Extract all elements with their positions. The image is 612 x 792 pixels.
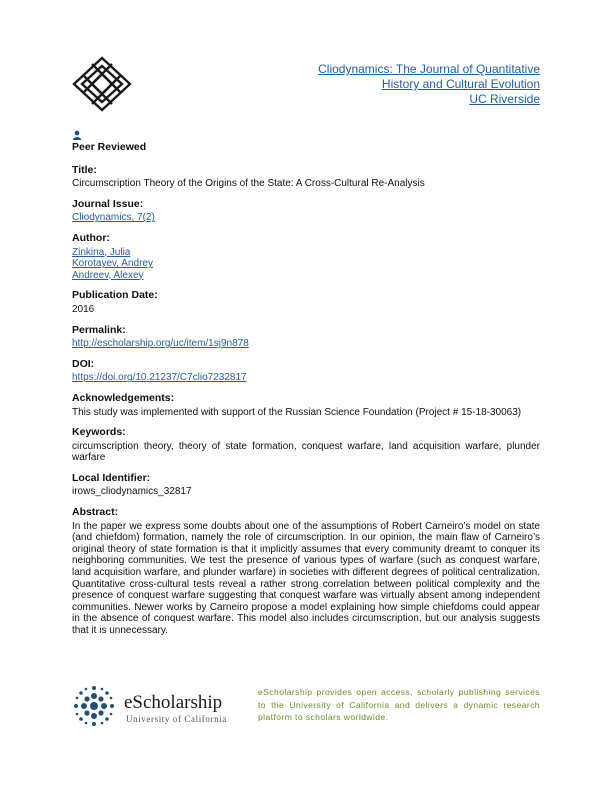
author-section [72, 233, 540, 281]
journal-header [318, 62, 540, 107]
knot-logo-icon [72, 56, 132, 112]
abstract-section [72, 507, 540, 637]
local-identifier-label: Local Identifier: [72, 471, 151, 484]
title-value: Circumscription Theory of the Origins of the State: A Cross-Cultural Re-Analysis [72, 178, 425, 190]
doi-label: DOI: [72, 357, 95, 370]
keywords-value: circumscription theory, theory of state formation, conquest warfare, land acquisition warfare, plunder warfare [72, 440, 540, 464]
escholarship-wordmark: eScholarship [124, 692, 223, 713]
journal-link-line2[interactable]: History and Cultural Evolution [381, 77, 540, 91]
dot-cluster-icon [74, 686, 114, 726]
journal-issue-label: Journal Issue: [72, 197, 144, 210]
acknowledgements-section [72, 393, 540, 418]
doi-section [72, 359, 540, 384]
escholarship-logo[interactable] [72, 684, 242, 730]
publication-date-section [72, 290, 540, 315]
journal-issue-section [72, 199, 540, 224]
acknowledgements-label: Acknowledgements: [72, 391, 175, 404]
abstract-value: In the paper we express some doubts about one of the assumptions of Robert Carneiro’s model on state (and chiefdom) formation, namely the role of circumscription. In our opinion, the main flaw of Carneiro’s original theory of state formation is that it implicitly assumes that every community dreamt to conquer its neighboring communities. We test the presence of various types of warfare (such as conquest warfare, land acquisition warfare, and plunder warfare) in societies with different degrees of political centralization. Quantitative cross-cultural tests reveal a rather strong correlation between political complexity and the presence of conquest warfare suggesting that conquest warfare was virtually absent among independent communities. Newer works by Carneiro propose a model explaining how simple chiefdoms could appear in the absence of conquest warfare. This model also includes circumscription, but our analysis suggests that it is unnecessary. [72, 520, 540, 636]
abstract-label: Abstract: [72, 506, 119, 519]
author-label: Author: [72, 231, 110, 244]
acknowledgements-value: This study was implemented with support of the Russian Science Foundation (Project # 15-18-30063) [72, 406, 522, 418]
peer-reviewed-label: Peer Reviewed [72, 141, 147, 153]
permalink-link[interactable]: http://escholarship.org/uc/item/1sj9n878 [72, 338, 249, 350]
author-link[interactable]: Korotayev, Andrey [72, 258, 153, 270]
journal-link-line1[interactable]: Cliodynamics: The Journal of Quantitative [318, 62, 540, 76]
title-label: Title: [72, 163, 97, 176]
keywords-label: Keywords: [72, 426, 126, 439]
journal-issue-link[interactable]: Cliodynamics, 7(2) [72, 212, 155, 224]
footer-description: eScholarship provides open access, scholarly publishing services to the University of California and delivers a dynamic research platform to scholars worldwide. [258, 687, 540, 722]
permalink-section [72, 325, 540, 350]
permalink-label: Permalink: [72, 323, 126, 336]
local-identifier-value: irows_cliodynamics_32817 [72, 486, 192, 498]
title-section [72, 165, 540, 190]
publication-date-value: 2016 [72, 303, 95, 315]
publication-date-label: Publication Date: [72, 289, 158, 302]
uc-wordmark: University of California [126, 714, 227, 724]
person-icon [72, 130, 82, 140]
campus-link[interactable]: UC Riverside [469, 92, 540, 106]
author-link[interactable]: Zinkina, Julia [72, 246, 131, 258]
author-link[interactable]: Andreev, Alexey [72, 269, 144, 281]
keywords-section [72, 427, 540, 464]
local-identifier-section [72, 473, 540, 498]
metadata-block [72, 130, 540, 646]
doi-link[interactable]: https://doi.org/10.21237/C7clio7232817 [72, 372, 247, 384]
